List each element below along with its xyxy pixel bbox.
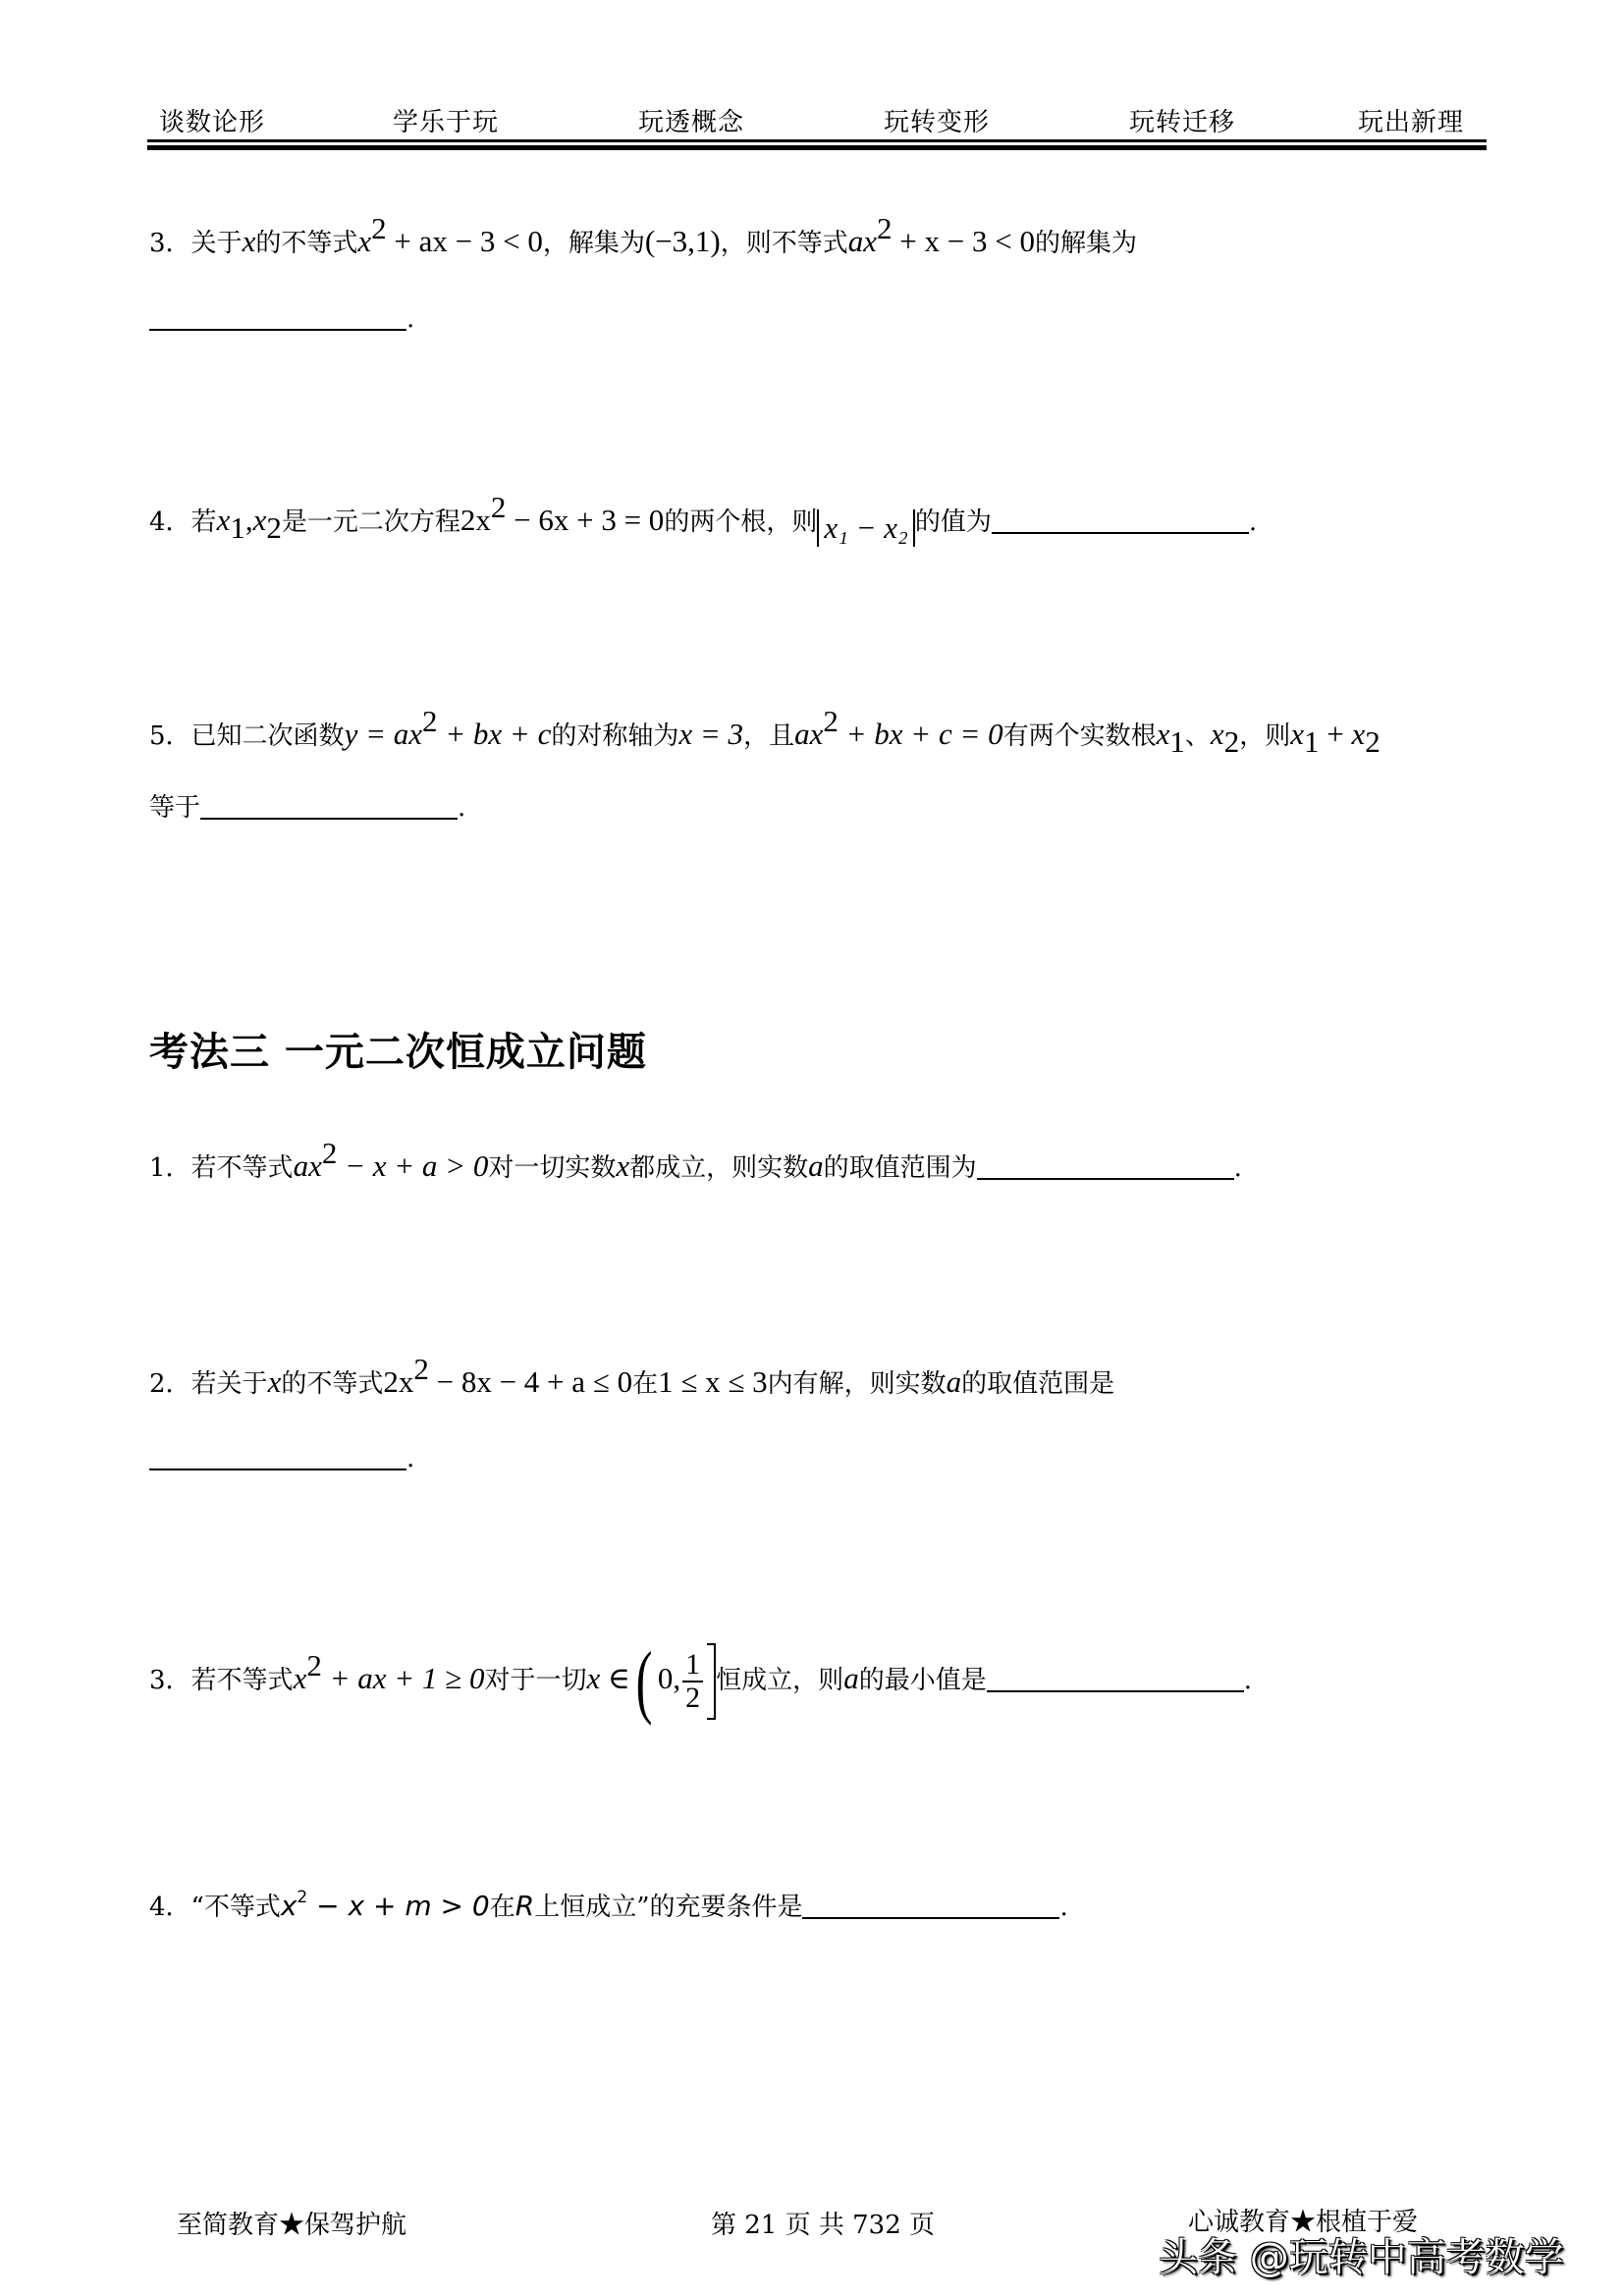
question-number: 3． [149, 229, 191, 258]
math-interval: (−3,1) [644, 224, 721, 258]
text: 对一切实数 [488, 1153, 617, 1183]
denominator: 2 [685, 1682, 701, 1714]
answer-blank[interactable] [149, 1443, 406, 1470]
answer-line-row [149, 1439, 414, 1478]
sup: 2 [422, 704, 438, 738]
math: 0, [657, 1661, 681, 1695]
sub: 2 [1223, 724, 1240, 759]
math: 1 ≤ x ≤ 3 [658, 1364, 768, 1399]
text: 的取值范围为 [823, 1153, 977, 1183]
sub: 2 [266, 510, 282, 545]
math: ax [293, 1148, 322, 1183]
header-item-2: 学乐于玩 [393, 108, 500, 137]
period: . [406, 1444, 415, 1473]
text: 、 [1184, 721, 1211, 751]
sub: 2 [1365, 724, 1380, 759]
footer-page-number: 第 21 页 共 732 页 [711, 2211, 936, 2240]
math-var: x [616, 1148, 630, 1183]
text: 的对称轴为 [551, 721, 679, 751]
text: 的不等式 [255, 229, 358, 258]
text: 已知二次函数 [190, 721, 345, 751]
sub: 1 [1169, 724, 1185, 759]
header-item-1: 谈数论形 [159, 108, 266, 137]
math: − x + a > 0 [337, 1148, 489, 1183]
answer-blank[interactable] [992, 507, 1249, 534]
math: x ∈ [586, 1661, 630, 1695]
text: ，解集为 [542, 229, 645, 258]
text: 的两个根，则 [664, 507, 818, 537]
math-var: a [843, 1661, 859, 1695]
math-var: a [946, 1364, 962, 1399]
text: ，则不等式 [720, 229, 848, 258]
text: 内有解，则实数 [767, 1369, 947, 1399]
header-item-6: 玩出新理 [1358, 108, 1465, 137]
math: x = 3 [678, 717, 744, 751]
text: 若关于 [190, 1369, 268, 1399]
math: x [1210, 717, 1224, 751]
math: x [280, 1890, 298, 1922]
question-number: 4． [149, 507, 191, 537]
text: 若不等式 [190, 1153, 294, 1183]
question-3-prev [149, 211, 1137, 263]
math: + x − 3 < 0 [892, 224, 1035, 258]
text: 恒成立，则 [716, 1666, 844, 1695]
sup: 2 [371, 211, 387, 245]
math: ax [794, 717, 824, 751]
sup: 2 [306, 1648, 322, 1682]
text: 有两个实数根 [1002, 721, 1157, 751]
period: . [1243, 1666, 1252, 1695]
sup: 2 [490, 490, 507, 524]
answer-blank[interactable] [149, 303, 406, 331]
math: x [252, 503, 267, 537]
sup: 2 [297, 1888, 308, 1907]
text: “不等式 [190, 1893, 281, 1922]
math: + ax + 1 ≥ 0 [321, 1661, 485, 1695]
question-3 [149, 1635, 1252, 1727]
math: ax [847, 224, 878, 258]
math: − x + m > 0 [307, 1890, 490, 1922]
math: − 6x + 3 = 0 [506, 503, 665, 537]
text: 若 [190, 507, 217, 537]
text: 若不等式 [190, 1666, 294, 1695]
question-number: 3． [149, 1666, 191, 1695]
text: 上恒成立”的充要条件是 [534, 1893, 803, 1922]
answer-blank[interactable] [802, 1892, 1059, 1919]
answer-blank[interactable] [977, 1152, 1234, 1180]
comma: , [244, 503, 253, 537]
sub: 1 [1303, 724, 1320, 759]
text: 关于 [190, 229, 243, 258]
text: 的不等式 [281, 1369, 384, 1399]
header-item-4: 玩转变形 [884, 108, 991, 137]
text: 对于一切 [484, 1666, 587, 1695]
numerator: 1 [682, 1649, 703, 1682]
absolute-value: x₁ − x₂ [817, 509, 915, 547]
math: x [1351, 717, 1366, 751]
footer-right: 心诚教育★根植于爱 [1188, 2208, 1419, 2237]
math: x [357, 224, 372, 258]
text: 的取值范围是 [961, 1369, 1115, 1399]
math-var: x [242, 224, 256, 258]
page-header [147, 102, 1487, 141]
header-item-3: 玩透概念 [638, 108, 745, 137]
header-rule-thick [147, 145, 1487, 150]
question-4-prev [149, 490, 1258, 547]
period: . [1059, 1893, 1068, 1922]
sup: 2 [321, 1136, 338, 1170]
math-var: a [808, 1148, 824, 1183]
math-var: R [514, 1890, 535, 1922]
question-5-prev [149, 704, 1380, 759]
question-number: 5． [149, 721, 191, 751]
period: . [1233, 1153, 1242, 1183]
answer-blank[interactable] [987, 1665, 1244, 1692]
right-bracket [707, 1643, 716, 1720]
section-title: 考法三 一元二次恒成立问题 [149, 1030, 647, 1075]
text: ，则 [1239, 721, 1291, 751]
text: 的解集为 [1034, 229, 1137, 258]
math: x [216, 503, 231, 537]
fraction [682, 1649, 703, 1714]
header-rule-thin [147, 139, 1487, 142]
math: y = ax [344, 717, 422, 751]
left-paren: ( [635, 1635, 653, 1727]
text: 的值为 [914, 507, 992, 537]
text: 等于 [149, 793, 201, 823]
header-item-5: 玩转迁移 [1129, 108, 1236, 137]
question-1 [149, 1136, 1242, 1188]
math-var: x [267, 1364, 282, 1399]
math: 2x [460, 503, 491, 537]
text: 都成立，则实数 [629, 1153, 809, 1183]
answer-line-row [149, 299, 414, 339]
math: x [1290, 717, 1304, 751]
sup: 2 [413, 1352, 429, 1386]
sup: 2 [877, 211, 893, 245]
question-number: 4． [149, 1893, 191, 1922]
footer-left: 至简教育★保驾护航 [177, 2211, 407, 2240]
question-number: 2． [149, 1369, 191, 1399]
text: 在 [489, 1893, 515, 1922]
sub: 1 [230, 510, 245, 545]
math: 2x [383, 1364, 414, 1399]
watermark: 头条 @玩转中高考数学 [1159, 2235, 1564, 2280]
question-2 [149, 1352, 1115, 1404]
math: + ax − 3 < 0 [386, 224, 543, 258]
math: + [1319, 717, 1352, 751]
sup: 2 [823, 704, 839, 738]
period: . [406, 304, 415, 334]
math: + bx + c [437, 717, 552, 751]
answer-blank[interactable] [200, 792, 458, 820]
math: x [293, 1661, 307, 1695]
math: x [1156, 717, 1170, 751]
question-number: 1． [149, 1153, 191, 1183]
text: ，且 [743, 721, 795, 751]
text: 的最小值是 [858, 1666, 987, 1695]
question-5-line2 [149, 788, 465, 828]
text: 是一元二次方程 [281, 507, 460, 537]
period: . [458, 793, 466, 823]
math: + bx + c = 0 [838, 717, 1003, 751]
question-4 [149, 1887, 1068, 1927]
period: . [1248, 507, 1258, 537]
text: 在 [632, 1369, 659, 1399]
math: − 8x − 4 + a ≤ 0 [428, 1364, 633, 1399]
